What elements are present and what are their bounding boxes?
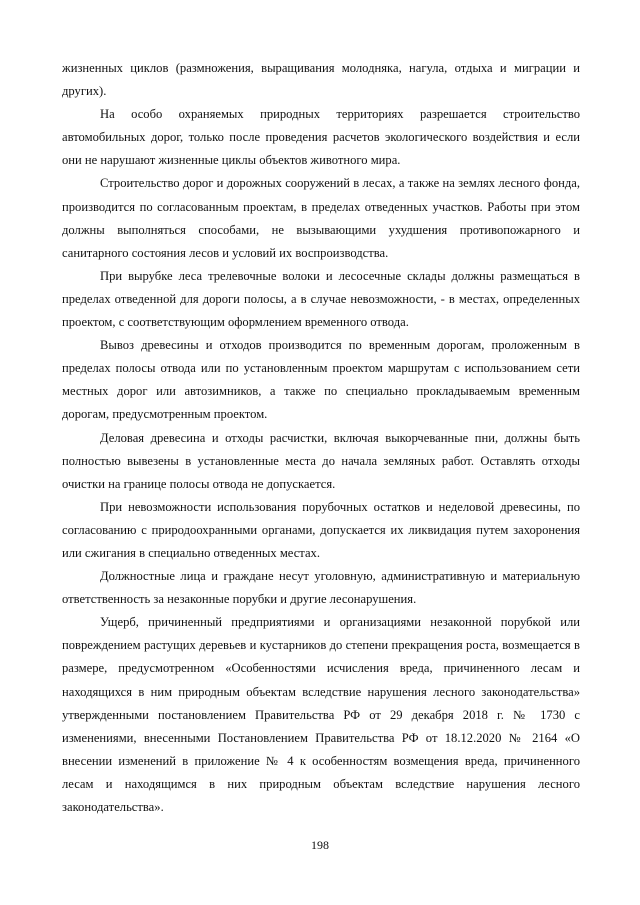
paragraph: На особо охраняемых природных территориях разрешается строительство автомобильных дорог, только после проведения расчетов экологического воздействия и если они не нарушают жизненные циклы объектов животного мира. [62, 107, 580, 168]
paragraph: При вырубке леса трелевочные волоки и лесосечные склады должны размещаться в пределах отведенной для дороги полосы, а в случае невозможности, - в местах, определенных проектом, с соответствующим оформлением временного отвода. [62, 268, 580, 330]
page-number: 198 [311, 838, 329, 852]
paragraph: Строительство дорог и дорожных сооружений в лесах, а также на землях лесного фонда, производится по согласованным проектам, в пределах отведенных участков. Работы при этом должны выполняться способами, не вызывающими ухудшения противопожарного и санитарного состояния лесов и условий их воспроизводства. [62, 176, 580, 260]
paragraph: Деловая древесина и отходы расчистки, включая выкорчеванные пни, должны быть полностью вывезены в установленные места до начала земляных работ. Оставлять отходы очистки на границе полосы отвода не допускается. [62, 430, 580, 491]
paragraph: Вывоз древесины и отходов производится по временным дорогам, проложенным в пределах полосы отвода или по установленным проектом маршрутам с использованием сети местных дорог или автозимников, а также по специально прокладываемым временным дорогам, предусмотренным проектом. [62, 338, 580, 422]
body-text [62, 57, 580, 819]
paragraph: При невозможности использования порубочных остатков и неделовой древесины, по согласованию с природоохранными органами, допускается их ликвидация путем захоронения или сжигания в специально отведенных местах. [62, 499, 580, 560]
paragraph: Ущерб, причиненный предприятиями и организациями незаконной порубкой или повреждением растущих деревьев и кустарников до степени прекращения роста, возмещается в размере, предусмотренном «Особенностями исчисления вреда, причиненного лесам и находящихся в ним природным объектам вследствие нарушения лесного законодательства» утвержденными постановлением Правительства РФ от 29 декабря 2018 г. № 1730 с изменениями, внесенными Постановлением Правительства РФ от 18.12.2020 № 2164 «О внесении изменений в приложение № 4 к особенностям возмещения вреда, причиненного лесам и находящимся в них природным объектам вследствие нарушения лесного законодательства». [62, 615, 580, 814]
paragraph-continuation: жизненных циклов (размножения, выращивания молодняка, нагула, отдыха и миграции и других). [62, 61, 580, 99]
paragraph: Должностные лица и граждане несут уголовную, административную и материальную ответственность за незаконные порубки и другие лесонарушения. [62, 569, 580, 607]
